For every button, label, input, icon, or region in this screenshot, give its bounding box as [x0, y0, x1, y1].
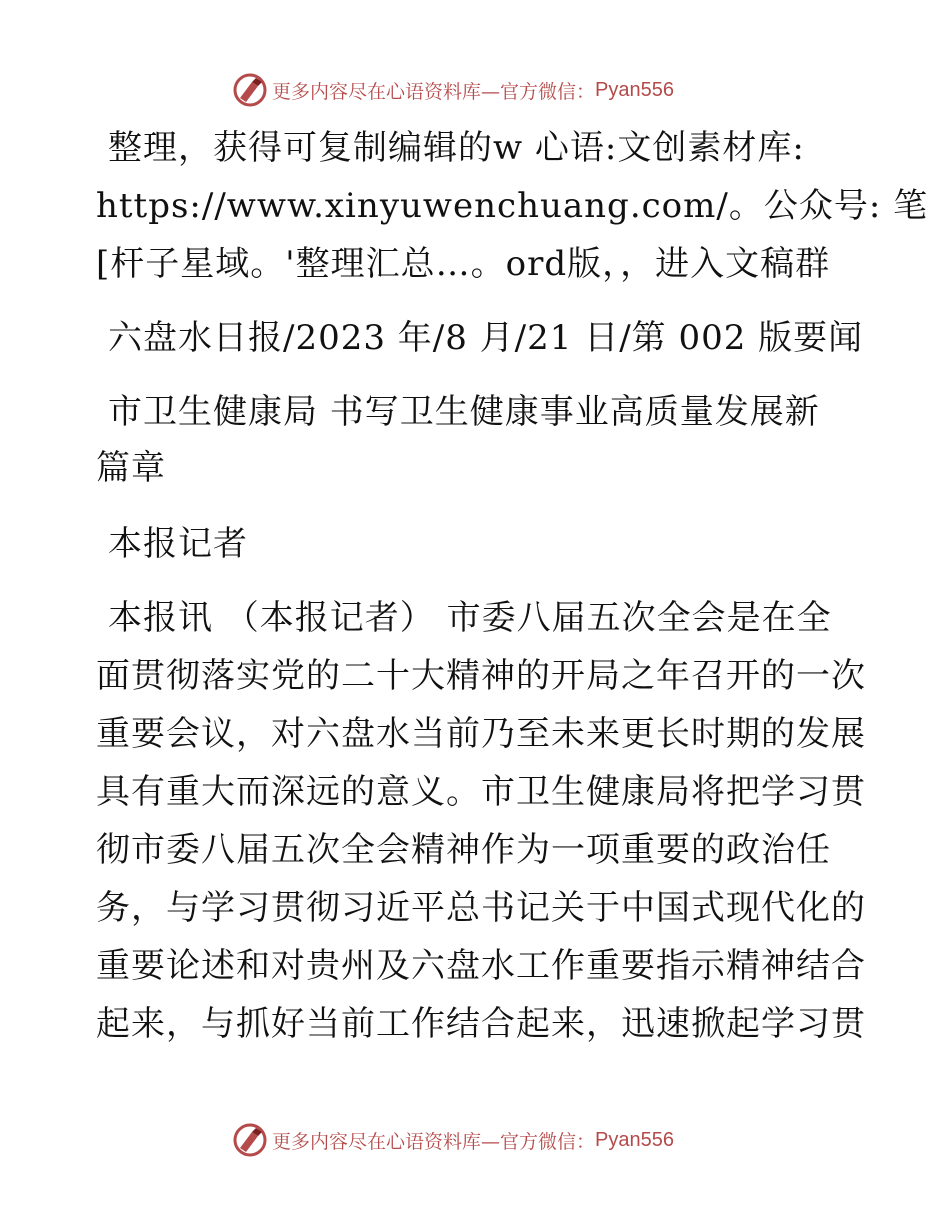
intro-line-1: 整理，获得可复制编辑的w 心语:文创素材库:	[108, 128, 805, 168]
article-title-line-1: 市卫生健康局 书写卫生健康事业高质量发展新	[108, 392, 820, 432]
watermark-text: 更多内容尽在心语资料库—官方微信：	[272, 1130, 596, 1153]
article-body-line: 彻市委八届五次全会精神作为一项重要的政治任	[96, 830, 831, 870]
book-pen-logo-icon	[232, 72, 268, 108]
article-body-line: 重要论述和对贵州及六盘水工作重要指示精神结合	[96, 946, 866, 986]
watermark-banner-bottom	[232, 1120, 674, 1160]
article-source: 六盘水日报/2023 年/8 月/21 日/第 002 版要闻	[108, 318, 864, 358]
article-byline: 本报记者	[108, 524, 248, 564]
watermark-banner-top	[232, 70, 674, 110]
book-pen-logo-icon	[232, 1122, 268, 1158]
article-body-line: 务，与学习贯彻习近平总书记关于中国式现代化的	[96, 888, 866, 928]
intro-line-2: https://www.xinyuwenchuang.com/。公众号: 笔	[96, 186, 929, 226]
watermark-text: 更多内容尽在心语资料库—官方微信：	[272, 80, 596, 103]
article-body-line: 重要会议，对六盘水当前乃至未来更长时期的发展	[96, 714, 866, 754]
article-body-line: 面贯彻落实党的二十大精神的开局之年召开的一次	[96, 656, 866, 696]
article-body-line: 起来，与抓好当前工作结合起来，迅速掀起学习贯	[96, 1004, 866, 1044]
article-body-line: 具有重大而深远的意义。市卫生健康局将把学习贯	[96, 772, 866, 812]
watermark-wechat-id: Pyan556	[595, 78, 674, 101]
watermark-wechat-id: Pyan556	[595, 1128, 674, 1151]
intro-line-3: [杆子星域。'整理汇总…。ord版，，进入文稿群	[96, 244, 831, 284]
article-body-line: 本报讯 （本报记者） 市委八届五次全会是在全	[108, 598, 832, 638]
article-title-line-2: 篇章	[96, 448, 166, 488]
